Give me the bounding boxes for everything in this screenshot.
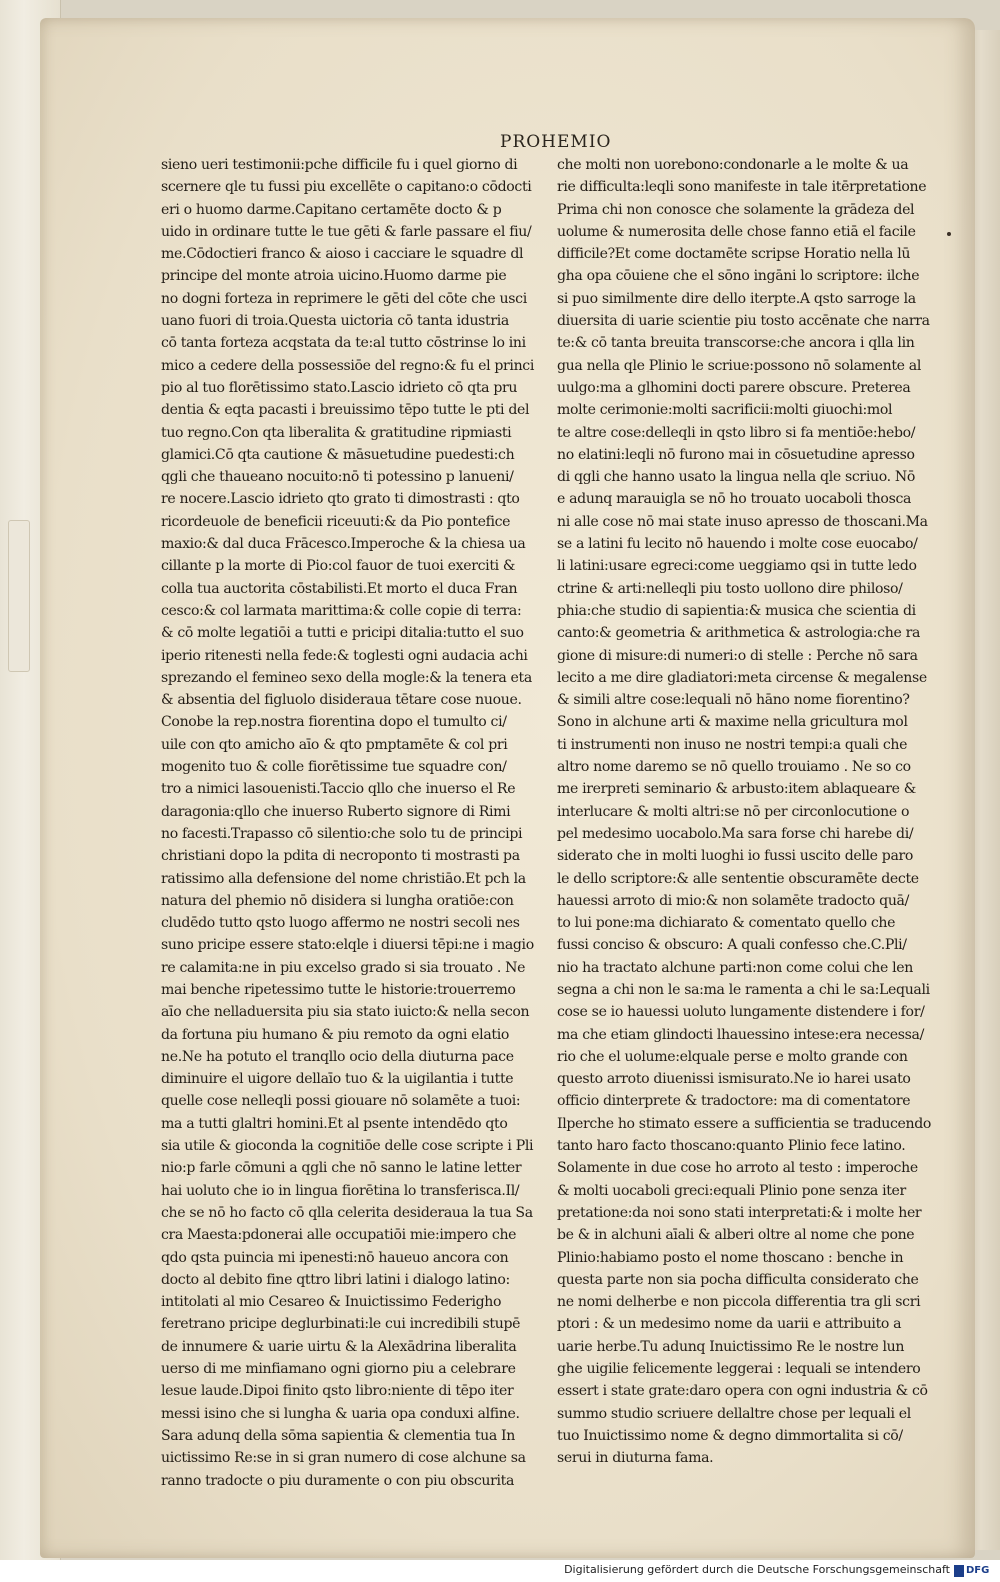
dfg-logo-text: DFG: [966, 1565, 990, 1576]
text-line: uano fuori di troia.Questa uictoria cō tanta idustria: [161, 313, 509, 330]
text-line: ranno tradocte o piu duramente o con piu obscurita: [161, 1472, 515, 1489]
text-line: questo arroto diuenissi ismisurato.Ne io harei usato: [557, 1071, 911, 1088]
text-line: colla tua auctorita cōstabilisti.Et morto el duca Fran: [161, 580, 518, 597]
text-line: mai benche ripetessimo tutte le historie:trouerremo: [161, 981, 516, 998]
text-line: rie difficulta:leqli sono manifeste in tale itērpretatione: [557, 179, 927, 196]
footer-credit: Digitalisierung gefördert durch die Deutsche Forschungsgemeinschaft: [564, 1563, 950, 1576]
text-line: che molti non uorebono:condonarle a le molte & ua: [557, 157, 909, 173]
text-line: tuo Inuictissimo nome & degno dimmortalita si cō/: [557, 1427, 903, 1444]
text-line: daragonia:qllo che inuerso Ruberto signore di Rimi: [161, 803, 511, 820]
text-line: nio:p farle cōmuni a qgli che nō sanno le latine letter: [161, 1160, 522, 1177]
text-line: docto al debito fine qttro libri latini i dialogo latino:: [161, 1271, 510, 1288]
text-line: phia:che studio di sapientia:& musica che scientia di: [557, 602, 916, 619]
text-line: lesue laude.Dipoi finito qsto libro:niente di tēpo iter: [161, 1383, 514, 1400]
text-line: siderato che in molti luoghi io fussi uscito delle paro: [557, 848, 914, 865]
text-line: Ilperche ho stimato essere a sufficientia se traducendo: [557, 1115, 932, 1132]
dfg-logo: [954, 1563, 992, 1578]
text-line: si puo similmente dire dello iterpte.A qsto sarroge la: [557, 290, 916, 307]
text-line: me.Cōdoctieri franco & aioso i cacciare le squadre dl: [161, 246, 524, 263]
text-line: be & in alchuni aīali & alberi oltre al nome che pone: [557, 1227, 915, 1244]
text-line: di qgli che hanno usato la lingua nella qle scriuo. Nō: [557, 469, 915, 486]
text-line: ma che etiam glindocti lhauessino intese:era necessa/: [557, 1026, 924, 1043]
text-line: tanto haro facto thoscano:quanto Plinio fece latino.: [557, 1138, 906, 1155]
text-line: altro nome daremo se nō quello trouiamo . Ne so co: [557, 759, 911, 776]
text-line: no facesti.Trapasso cō silentio:che solo tu de principi: [161, 825, 523, 842]
text-line: sia utile & gioconda la cognitiōe delle cose scripte i Pli: [161, 1138, 534, 1155]
text-line: li latini:usare egreci:come ueggiamo qsi in tutte ledo: [557, 558, 917, 575]
text-line: pio al tuo florētissimo stato.Lascio idrieto cō qta pru: [161, 379, 518, 396]
text-line: maxio:& dal duca Frācesco.Imperoche & la chiesa ua: [161, 536, 526, 553]
text-line: essert i state grate:daro opera con ogni industria & cō: [557, 1383, 928, 1400]
text-line: no elatini:leqli nō furono mai in cōsuetudine apresso: [557, 446, 915, 463]
running-head: PROHEMIO: [500, 132, 612, 152]
text-line: Sara adunq della sōma sapientia & clementia tua In: [161, 1427, 515, 1444]
text-line: ne nomi delherbe e non piccola differentia tra gli scri: [557, 1294, 921, 1311]
text-line: ricordeuole de beneficii riceuuti:& da Pio pontefice: [161, 513, 511, 530]
text-line: ti instrumenti non inuso ne nostri tempi:a quali che: [557, 736, 908, 753]
text-line: me irerpreti seminario & arbusto:item ablaqueare &: [557, 781, 916, 798]
text-line: mico a cedere della possessiōe del regno:& fu el princi: [161, 357, 535, 374]
text-line: da fortuna piu humano & piu remoto da ogni elatio: [161, 1026, 509, 1043]
text-line: re nocere.Lascio idrieto qto grato ti dimostrasti : qto: [161, 491, 520, 508]
text-line: cose se io hauessi uoluto lungamente distendere i for/: [557, 1004, 925, 1021]
text-line: dentia & eqta pacasti i breuissimo tēpo tutte le pti del: [161, 402, 530, 419]
text-line: cra Maesta:pdonerai alle occupatiōi mie:impero che: [161, 1227, 517, 1244]
text-line: Solamente in due cose ho arroto al testo : imperoche: [557, 1160, 918, 1177]
text-line: qgli che thaueano nocuito:nō ti potessino p lanueni/: [161, 469, 514, 486]
text-line: uido in ordinare tutte le tue gēti & farle passare el fiu/: [161, 223, 532, 240]
text-line: ni alle cose nō mai state inuso apresso de thoscani.Ma: [557, 513, 928, 530]
text-line: e adunq marauigla se nō ho trouato uocaboli thosca: [557, 491, 912, 508]
text-line: molte cerimonie:molti sacrificii:molti giuochi:mol: [557, 402, 893, 419]
text-line: uile con qto amicho aīo & qto pmptamēte & col pri: [161, 736, 508, 753]
text-line: gua nella qle Plinio le scriue:possono nō solamente al: [557, 357, 922, 374]
text-line: cesco:& col larmata marittima:& colle copie di terra:: [161, 602, 522, 619]
text-line: ptori : & un medesimo nome da uarii e attribuito a: [557, 1316, 902, 1333]
text-line: Plinio:habiamo posto el nome thoscano : benche in: [557, 1249, 904, 1266]
dfg-logo-icon: [954, 1565, 964, 1577]
text-line: scernere qle tu fussi piu excellēte o capitano:o cōdocti: [161, 179, 532, 196]
text-line: to lui pone:ma dichiarato & comentato quello che: [557, 915, 896, 932]
text-line: cillante p la morte di Pio:col fauor de tuoi exerciti &: [161, 558, 516, 575]
text-line: tro a nimici lasouenisti.Taccio qllo che inuerso el Re: [161, 781, 516, 798]
text-line: hai uoluto che io in lingua fiorētina lo transferisca.Il/: [161, 1182, 520, 1199]
text-line: te:& cō tanta breuita transcorse:che ancora i qlla lin: [557, 335, 915, 352]
text-line: messi isino che si lungha & uaria opa conduxi alfine.: [161, 1405, 520, 1422]
text-line: questa parte non sia pocha difficulta considerato che: [557, 1271, 919, 1288]
text-line: uarie herbe.Tu adunq Inuictissimo Re le nostre lun: [557, 1338, 905, 1355]
text-line: Sono in alchune arti & maxime nella gricultura mol: [557, 714, 908, 731]
text-line: ne.Ne ha potuto el tranqllo ocio della diuturna pace: [161, 1048, 514, 1065]
text-line: uolume & numerosita delle chose fanno etiā el facile: [557, 223, 916, 240]
text-line: principe del monte atroia uicino.Huomo darme pie: [161, 268, 507, 285]
text-line: summo studio scriuere dellaltre chose per lequali el: [557, 1405, 911, 1422]
text-line: glamici.Cō qta cautione & māsuetudine puedesti:ch: [161, 446, 515, 463]
text-line: suno pricipe essere stato:elqle i diuersi tēpi:ne i magio: [161, 937, 534, 954]
text-line: hauessi arroto di mio:& non solamēte tradocto quā/: [557, 892, 910, 909]
text-line: diuersita di uarie scientie piu tosto accēnate che narra: [557, 313, 930, 330]
text-line: cludēdo tutto qsto luogo affermo ne nostri secoli nes: [161, 915, 520, 932]
text-line: & absentia del figluolo disideraua tētare cose nuoue.: [161, 692, 522, 709]
text-line: christiani dopo la pdita di necroponto ti mostrasti pa: [161, 848, 520, 865]
text-line: intitolati al mio Cesareo & Inuictissimo Federigho: [161, 1294, 502, 1311]
text-line: & simili altre cose:lequali nō hāno nome fiorentino?: [557, 692, 910, 709]
text-line: uulgo:ma a glhomini docti parere obscure. Preterea: [557, 379, 911, 396]
text-line: sieno ueri testimonii:pche difficile fu i quel giorno di: [161, 157, 518, 173]
text-line: mogenito tuo & colle fiorētissime tue squadre con/: [161, 759, 507, 776]
marginal-mark: [947, 232, 951, 236]
text-line: segna a chi non le sa:ma le ramenta a chi le sa:Lequali: [557, 981, 930, 998]
right-column: [557, 154, 941, 1467]
text-line: rio che el uolume:elquale perse e molto grande con: [557, 1048, 908, 1065]
text-line: gione di misure:di numeri:o di stelle : Perche nō sara: [557, 647, 918, 664]
text-line: iperio ritenesti nella fede:& toglesti ogni audacia achi: [161, 647, 528, 664]
text-line: eri o huomo darme.Capitano certamēte docto & p: [161, 201, 502, 218]
text-line: uerso di me minfiamano ogni giorno piu a celebrare: [161, 1361, 516, 1378]
text-line: ma a tutti glaltri homini.Et al psente intendēdo qto: [161, 1115, 508, 1132]
text-line: lecito a me dire gladiatori:meta circense & megalense: [557, 669, 927, 686]
text-line: ratissimo alla defensione del nome christiāo.Et pch la: [161, 870, 526, 887]
text-line: tuo regno.Con qta liberalita & gratitudine ripmiasti: [161, 424, 512, 441]
text-line: pretatione:da noi sono stati interpretati:& i molte her: [557, 1204, 922, 1221]
text-line: re calamita:ne in piu excelso grado si sia trouato . Ne: [161, 959, 526, 976]
left-column: [161, 154, 543, 1489]
text-line: qdo qsta puincia mi ipenesti:nō haueuo ancora con: [161, 1249, 509, 1266]
text-line: canto:& geometria & arithmetica & astrologia:che ra: [557, 625, 921, 642]
text-line: le dello scriptore:& alle sententie obscuramēte decte: [557, 870, 919, 887]
footer-bar: [0, 1560, 1000, 1582]
text-line: gha opa cōuiene che el sōno ingāni lo scriptore: ilche: [557, 268, 920, 285]
text-line: interlucare & molti altri:se nō per circonlocutione o: [557, 803, 910, 820]
text-line: nio ha tractato alchune parti:non come colui che len: [557, 959, 913, 976]
text-line: Prima chi non conosce che solamente la grādeza del: [557, 201, 915, 218]
text-line: no dogni forteza in reprimere le gēti del cōte che usci: [161, 290, 527, 307]
text-line: officio dinterprete & tradoctore: ma di comentatore: [557, 1093, 911, 1110]
text-line: uictissimo Re:se in si gran numero di cose alchune sa: [161, 1450, 526, 1467]
text-line: cō tanta forteza acqstata da te:al tutto cōstrinse lo ini: [161, 335, 526, 352]
text-line: serui in diuturna fama.: [557, 1450, 714, 1467]
text-line: sprezando el femineo sexo della mogle:& la tenera eta: [161, 669, 532, 686]
text-line: & molti uocaboli greci:equali Plinio pone senza iter: [557, 1182, 906, 1199]
text-line: & cō molte legatiōi a tutti e pricipi ditalia:tutto el suo: [161, 625, 524, 642]
text-line: aīo che nelladuersita piu sia stato iuicto:& nella secon: [161, 1004, 530, 1021]
binding-flap: [8, 520, 30, 672]
text-line: diminuire el uigore dellaīo tuo & la uigilantia i tutte: [161, 1071, 514, 1088]
text-line: pel medesimo uocabolo.Ma sara forse chi harebe di/: [557, 825, 914, 842]
text-line: difficile?Et come doctamēte scripse Horatio nella lū: [557, 246, 911, 263]
text-line: fussi conciso & obscuro: A quali confesso che.C.Pli/: [557, 937, 907, 954]
text-line: ghe uigilie felicemente leggerai : lequali se intendero: [557, 1361, 921, 1378]
text-line: ctrine & arti:nelleqli piu tosto uollono dire philoso/: [557, 580, 903, 597]
text-line: de innumere & uarie uirtu & la Alexādrina liberalita: [161, 1338, 517, 1355]
text-line: se a latini fu lecito nō hauendo i molte cose euocabo/: [557, 536, 918, 553]
text-line: feretrano pricipe deglurbinati:le cui incredibili stupē: [161, 1316, 521, 1333]
text-line: quelle cose nelleqli possi giouare nō solamēte a tuoi:: [161, 1093, 521, 1110]
text-line: Conobe la rep.nostra fiorentina dopo el tumulto ci/: [161, 714, 507, 731]
text-line: te altre cose:delleqli in qsto libro si fa mentiōe:hebo/: [557, 424, 916, 441]
text-line: natura del phemio nō disidera si lungha oratiōe:con: [161, 892, 514, 909]
text-line: che se nō ho facto cō qlla celerita desideraua la tua Sa: [161, 1204, 533, 1221]
